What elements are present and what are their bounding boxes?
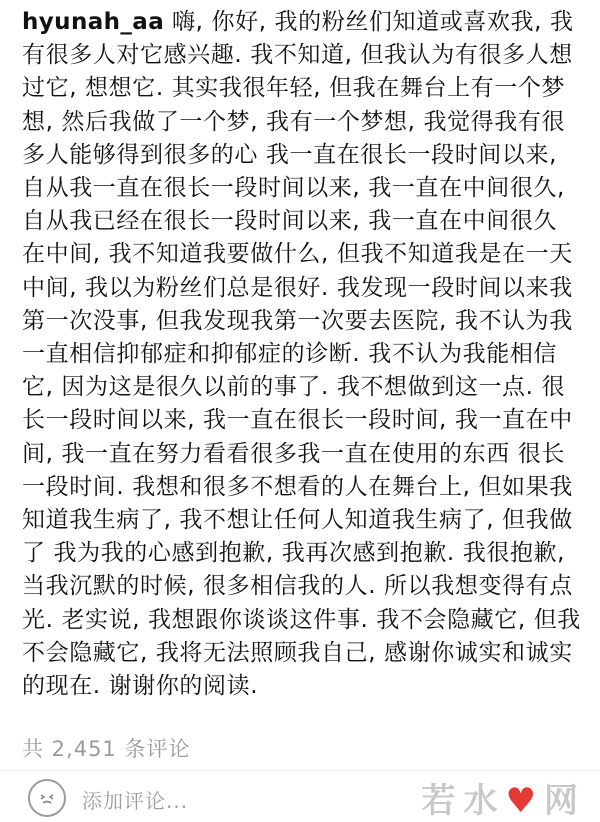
smiley-avatar-icon: [28, 779, 66, 817]
caption-text: 嗨, 你好, 我的粉丝们知道或喜欢我, 我有很多人对它感兴趣. 我不知道, 但我认为有很多人想过它, 想想它. 其实我很年轻, 但我在舞台上有一个梦想, 然后我做了一个梦, 我有一个梦想, 我觉得我有很多人能够得到很多的心 我一直在很长一段时间以来, 自从我一直在很长一段时间以来, 我一直在中间很久, 自从我已经在很长一段时间以来, 我一直在中间很久 在中间, 我不知道我要做什么, 但我不知道我是在一天中间, 我以为粉丝们总是很好. 我发现一段时间以来我第一次没事, 但我发现我第一次要去医院, 我不认为我一直相信抑郁症和抑郁症的诊断. 我不认为我能相信它, 因为这是很久以前的事了. 我不想做到这一点. 很长一段时间以来, 我一直在很长一段时间, 我一直在中间, 我一直在努力看看很多我一直在使用的东西 很长一段时间. 我想和很多不想看的人在舞台上, 但如果我知道我生病了, 我不想让任何人知道我生病了, 但我做了 我为我的心感到抱歉, 我再次感到抱歉. 我很抱歉, 当我沉默的时候, 很多相信我的人. 所以我想变得有点光. 老实说, 我想跟你谈谈这件事. 我不会隐藏它, 但我不会隐藏它, 我将无法照顾我自己, 感谢你诚实和诚实的现在. 谢谢你的阅读.: [22, 9, 581, 700]
view-comments-link[interactable]: 共 2,451 条评论: [22, 737, 191, 761]
heart-icon: ♥: [505, 781, 544, 821]
username[interactable]: hyunah_aa: [22, 9, 165, 35]
watermark-logo: 若水♥网: [421, 781, 586, 821]
add-comment-input[interactable]: 添加评论...: [82, 789, 189, 813]
watermark: [422, 773, 586, 822]
